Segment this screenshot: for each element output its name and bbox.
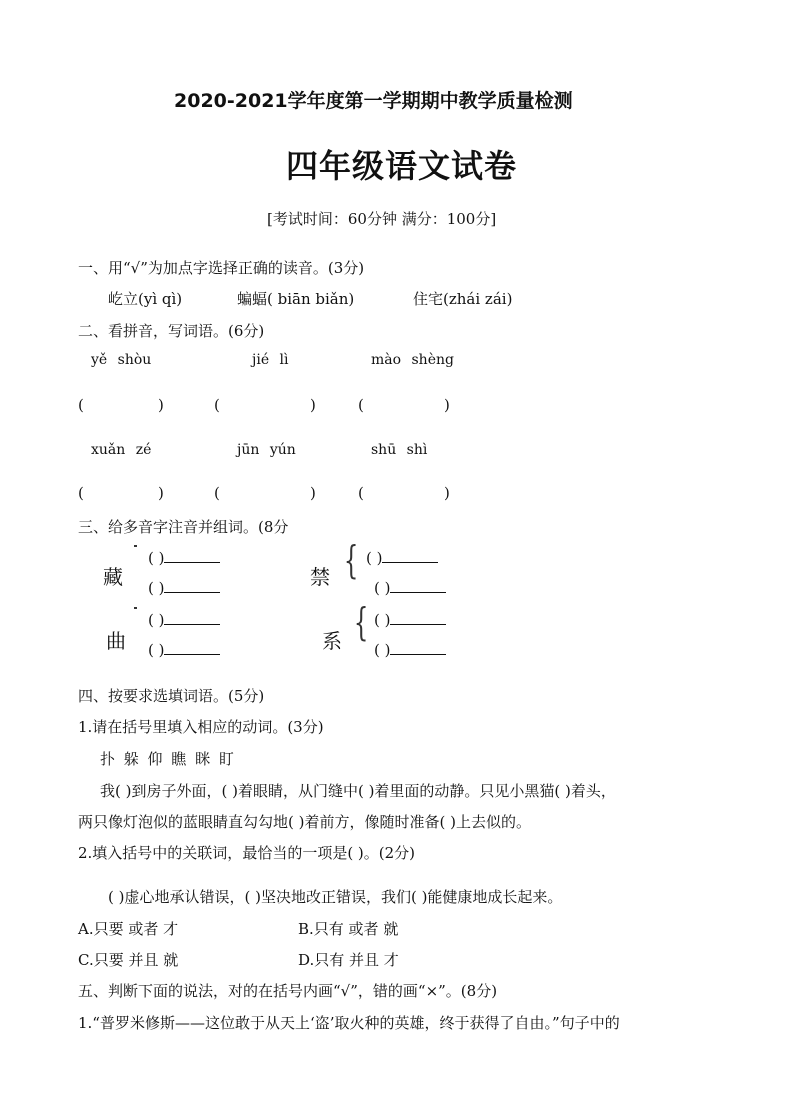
pinyin-prompt: jié lì — [252, 352, 289, 368]
pinyin-blank: ( ) — [374, 640, 446, 659]
exam-title: 四年级语文试卷 — [286, 147, 518, 185]
answer-paren-close: ) — [310, 484, 316, 502]
answer-option: A.只要 或者 才 — [78, 920, 179, 938]
brace-icon: { — [353, 600, 369, 644]
brace-icon: { — [343, 538, 359, 582]
section4-heading: 四、按要求选填词语。(5分) — [78, 687, 265, 705]
polyphone-char: 系 — [322, 629, 342, 653]
answer-paren-open: ( — [358, 484, 364, 502]
section3-heading: 三、给多音字注音并组词。(8分 — [78, 518, 289, 536]
section1-heading: 一、用“√”为加点字选择正确的读音。(3分) — [78, 259, 365, 277]
section5-heading: 五、判断下面的说法，对的在括号内画“√”，错的画“×”。(8分) — [78, 982, 498, 1000]
word-bank: 扑 躲 仰 瞧 眯 盯 — [100, 750, 234, 768]
question-text: ( )虚心地承认错误，( )坚决地改正错误，我们( )能健康地成长起来。 — [108, 888, 563, 906]
answer-option: B.只有 或者 就 — [298, 920, 399, 938]
question-text: 我( )到房子外面，( )着眼睛，从门缝中( )着里面的动静。只见小黑猫( )着头， — [100, 782, 616, 800]
exam-subtitle: 2020-2021学年度第一学期期中教学质量检测 — [174, 90, 573, 112]
question-text: 1.请在括号里填入相应的动词。(3分) — [78, 718, 324, 736]
pinyin-blank: ( ) — [148, 548, 220, 567]
pinyin-prompt: jūn yún — [237, 442, 296, 458]
answer-option: C.只要 并且 就 — [78, 951, 179, 969]
polyphone-char: 藏 — [103, 565, 123, 589]
polyphone-char: 曲 — [106, 629, 126, 653]
answer-paren-open: ( — [78, 484, 84, 502]
section1-item: 屹立(yì qì) — [108, 290, 183, 308]
pinyin-blank: ( ) — [148, 610, 220, 629]
pinyin-blank: ( ) — [148, 640, 220, 659]
answer-paren-close: ) — [158, 484, 164, 502]
answer-option: D.只有 并且 才 — [298, 951, 399, 969]
pinyin-blank: ( ) — [374, 610, 446, 629]
answer-paren-open: ( — [78, 396, 84, 414]
answer-paren-open: ( — [214, 396, 220, 414]
pinyin-prompt: mào shèng — [371, 352, 454, 368]
section1-item: 住宅(zhái zái) — [413, 290, 513, 308]
question-text: 两只像灯泡似的蓝眼睛直勾勾地( )着前方，像随时准备( )上去似的。 — [78, 813, 531, 831]
pinyin-blank: ( ) — [148, 578, 220, 597]
answer-paren-open: ( — [214, 484, 220, 502]
polyphone-char: 禁 — [310, 565, 330, 589]
pinyin-blank: ( ) — [366, 548, 438, 567]
section2-heading: 二、看拼音，写词语。(6分) — [78, 322, 265, 340]
answer-paren-close: ) — [158, 396, 164, 414]
question-text: 2.填入括号中的关联词，最恰当的一项是( )。(2分) — [78, 844, 416, 862]
pinyin-prompt: xuǎn zé — [91, 442, 152, 458]
answer-paren-open: ( — [358, 396, 364, 414]
pinyin-prompt: yě shòu — [91, 352, 152, 368]
answer-paren-close: ) — [444, 396, 450, 414]
answer-paren-close: ) — [310, 396, 316, 414]
section1-item: 蝙蝠( biān biǎn) — [237, 290, 355, 308]
answer-paren-close: ) — [444, 484, 450, 502]
pinyin-prompt: shū shì — [371, 442, 428, 458]
question-text: 1.“普罗米修斯——这位敢于从天上‘盗’取火种的英雄，终于获得了自由。”句子中的 — [78, 1014, 620, 1032]
pinyin-blank: ( ) — [374, 578, 446, 597]
exam-info: [考试时间：60分钟 满分：100分] — [267, 210, 497, 228]
